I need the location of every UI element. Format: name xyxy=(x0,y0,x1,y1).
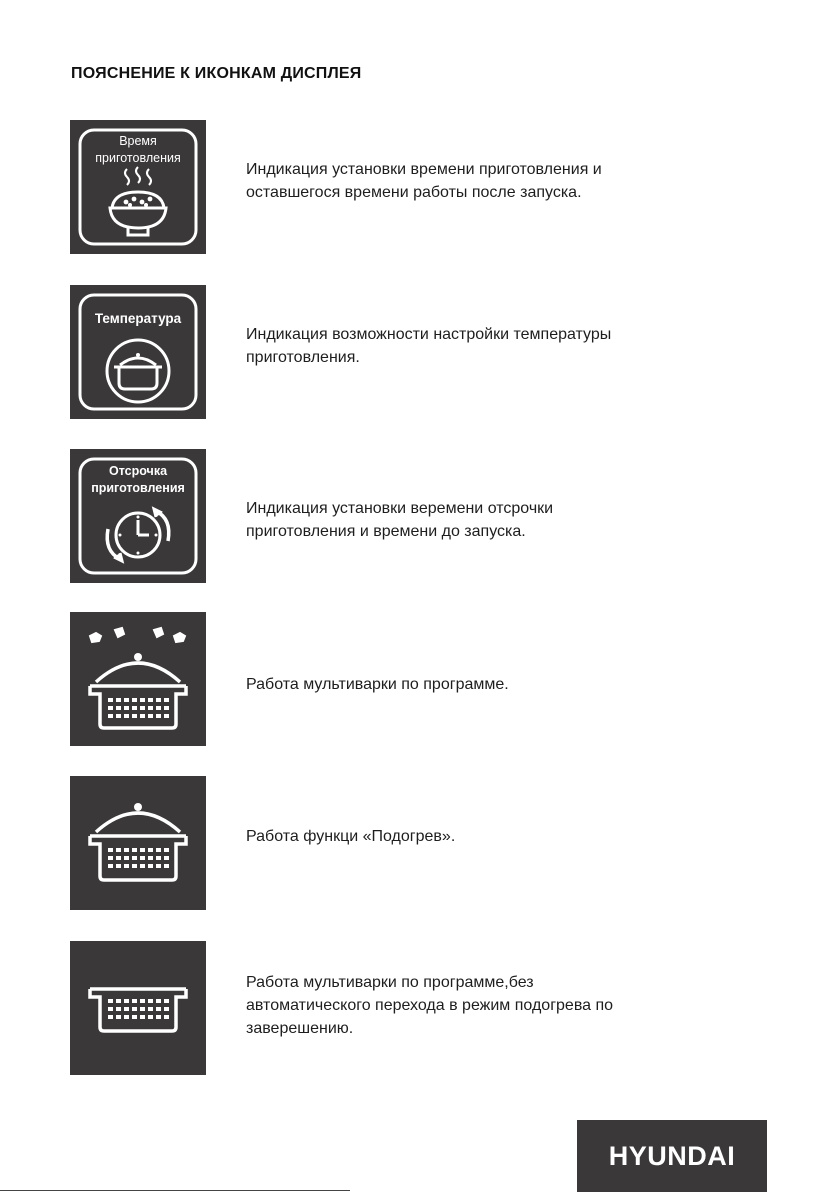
icon-row-no-auto-warm xyxy=(0,941,840,1077)
temperature-icon xyxy=(70,285,206,419)
cooking-program-icon xyxy=(70,612,206,746)
description-line: заверешению. xyxy=(246,1020,354,1037)
description-line: Индикация установки времени приготовления и xyxy=(246,161,602,178)
description-line: Работа мультиварки по программе. xyxy=(246,676,509,693)
brand-logo: HYUNDAI xyxy=(577,1120,767,1192)
icon-label-line: приготовления xyxy=(95,151,181,165)
icon-label-line: Время xyxy=(119,134,157,148)
icon-row-cooking-program xyxy=(0,612,840,748)
description-line: автоматического перехода в режим подогрева по xyxy=(246,997,614,1014)
description-line: Индикация возможности настройки температуры xyxy=(246,326,612,343)
icon-row-cooking-time xyxy=(0,120,840,256)
icon-label-line: Температура xyxy=(94,311,182,326)
icon-row-delayed-start xyxy=(0,449,840,585)
icon-label-line: приготовления xyxy=(91,481,185,495)
description-line: приготовления. xyxy=(246,349,360,366)
icon-description xyxy=(246,825,455,848)
keep-warm-icon xyxy=(70,776,206,910)
icon-description xyxy=(246,323,611,369)
icon-description xyxy=(246,673,509,696)
description-line: Индикация установки веремени отсрочки xyxy=(246,500,554,517)
icon-description xyxy=(246,497,553,543)
description-line: Работа функци «Подогрев». xyxy=(246,828,456,845)
delayed-start-icon xyxy=(70,449,206,583)
icon-label-line: Отсрочка xyxy=(108,464,168,478)
icon-description xyxy=(246,158,602,204)
page-title: ПОЯСНЕНИЕ К ИКОНКАМ ДИСПЛЕЯ xyxy=(71,65,362,82)
icon-row-keep-warm xyxy=(0,776,840,912)
no-auto-warm-icon xyxy=(70,941,206,1075)
bottom-divider xyxy=(0,1190,350,1191)
description-line: приготовления и времени до запуска. xyxy=(246,523,526,540)
description-line: Работа мультиварки по программе,без xyxy=(246,974,534,991)
cooking-time-icon xyxy=(70,120,206,254)
description-line: оставшегося времени работы после запуска. xyxy=(246,184,582,201)
icon-row-temperature xyxy=(0,285,840,421)
icon-description xyxy=(246,971,613,1040)
